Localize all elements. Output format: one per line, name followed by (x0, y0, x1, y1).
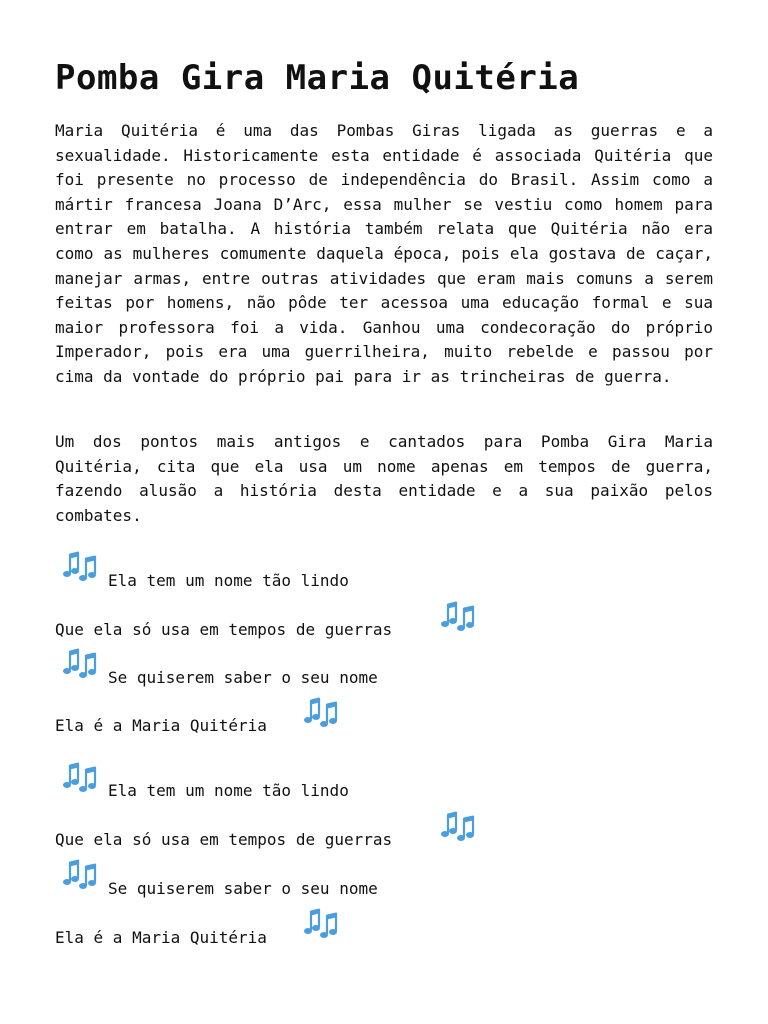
song-line: Que ela só usa em tempos de guerras (55, 830, 393, 849)
musical-notes-icon (62, 548, 100, 582)
song-line: Que ela só usa em tempos de guerras (55, 620, 393, 639)
page-title: Pomba Gira Maria Quitéria (55, 58, 580, 98)
song-line: Ela tem um nome tão lindo (108, 781, 349, 800)
musical-notes-icon (62, 856, 100, 890)
song-line: Ela tem um nome tão lindo (108, 571, 349, 590)
song-line: Ela é a Maria Quitéria (55, 716, 267, 735)
musical-notes-icon (62, 645, 100, 679)
song-line: Se quiserem saber o seu nome (108, 668, 378, 687)
musical-notes-icon (303, 694, 341, 728)
song-line: Se quiserem saber o seu nome (108, 879, 378, 898)
song-line: Ela é a Maria Quitéria (55, 928, 267, 947)
musical-notes-icon (440, 808, 478, 842)
paragraph-ponto: Um dos pontos mais antigos e cantados para Pomba Gira Maria Quitéria, cita que ela usa um nome apenas em tempos de guerra, fazendo alusão a história desta entidade e a sua paixão pelos combates. (55, 432, 713, 525)
musical-notes-icon (62, 759, 100, 793)
musical-notes-icon (440, 598, 478, 632)
musical-notes-icon (303, 905, 341, 939)
paragraph-intro: Maria Quitéria é uma das Pombas Giras ligada as guerras e a sexualidade. Historicamente esta entidade é associada Quitéria que foi presente no processo de independência do Brasil. Assim como a mártir francesa Joana D’Arc, essa mulher se vestiu como homem para entrar em batalha. A história também relata que Quitéria não era como as mulheres comumente daquela época, pois ela gostava de caçar, manejar armas, entre outras atividades que eram mais comuns a serem feitas por homens, não pôde ter acessoa uma educação formal e sua maior professora foi a vida. Ganhou uma condecoração do próprio Imperador, pois era uma guerrilheira, muito rebelde e passou por cima da vontade do próprio pai para ir as trincheiras de guerra. (55, 121, 713, 386)
